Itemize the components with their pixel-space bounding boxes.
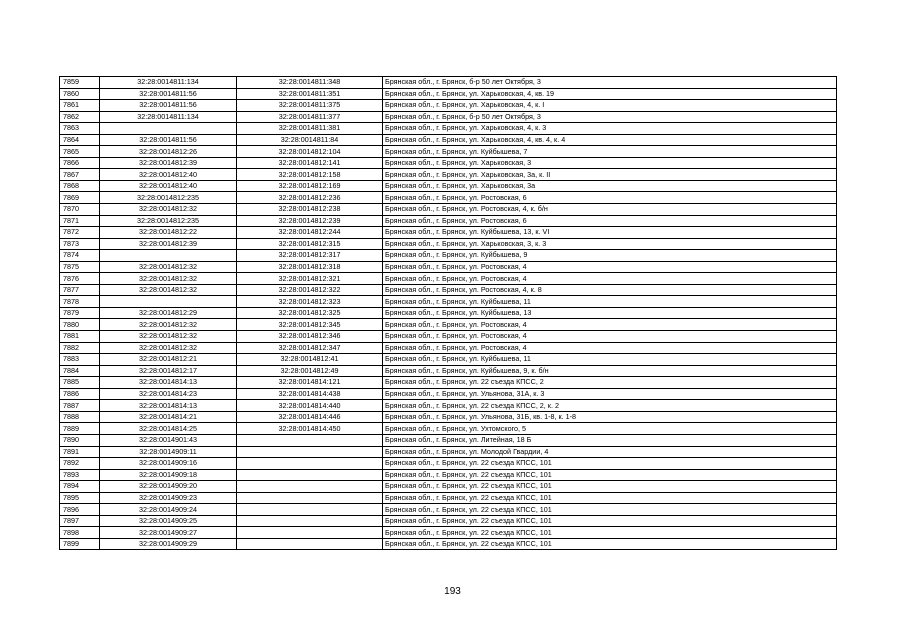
row-number-cell: 7893 xyxy=(60,469,100,481)
address-cell: Брянская обл., г. Брянск, ул. Ульянова, 31А, к. 3 xyxy=(383,388,837,400)
parent-cadastral-number-cell: 32:28:0014909:18 xyxy=(100,469,237,481)
cadastral-number-cell: 32:28:0014814:440 xyxy=(237,400,383,412)
cadastral-number-cell: 32:28:0014812:41 xyxy=(237,354,383,366)
row-number-cell: 7886 xyxy=(60,388,100,400)
table-row xyxy=(60,100,837,112)
cadastral-number-cell: 32:28:0014812:49 xyxy=(237,365,383,377)
table-row xyxy=(60,123,837,135)
address-cell: Брянская обл., г. Брянск, ул. Куйбышева, 11 xyxy=(383,296,837,308)
address-cell: Брянская обл., г. Брянск, ул. Ростовская, 4, к. б/н xyxy=(383,204,837,216)
registry-table-body xyxy=(60,77,837,550)
table-row xyxy=(60,527,837,539)
row-number-cell: 7866 xyxy=(60,157,100,169)
row-number-cell: 7897 xyxy=(60,515,100,527)
cadastral-number-cell: 32:28:0014812:322 xyxy=(237,284,383,296)
row-number-cell: 7874 xyxy=(60,250,100,262)
table-row xyxy=(60,538,837,550)
parent-cadastral-number-cell: 32:28:0014812:39 xyxy=(100,157,237,169)
parent-cadastral-number-cell: 32:28:0014811:56 xyxy=(100,88,237,100)
row-number-cell: 7888 xyxy=(60,411,100,423)
table-row xyxy=(60,169,837,181)
table-row xyxy=(60,261,837,273)
table-row xyxy=(60,400,837,412)
cadastral-number-cell: 32:28:0014812:239 xyxy=(237,215,383,227)
table-row xyxy=(60,215,837,227)
cadastral-number-cell: 32:28:0014812:323 xyxy=(237,296,383,308)
table-row xyxy=(60,469,837,481)
cadastral-number-cell: 32:28:0014812:244 xyxy=(237,227,383,239)
parent-cadastral-number-cell xyxy=(100,250,237,262)
address-cell: Брянская обл., г. Брянск, ул. Харьковская, 3а, к. II xyxy=(383,169,837,181)
parent-cadastral-number-cell: 32:28:0014812:235 xyxy=(100,192,237,204)
table-row xyxy=(60,365,837,377)
cadastral-number-cell: 32:28:0014812:236 xyxy=(237,192,383,204)
parent-cadastral-number-cell: 32:28:0014812:26 xyxy=(100,146,237,158)
table-row xyxy=(60,227,837,239)
table-row xyxy=(60,307,837,319)
cadastral-number-cell: 32:28:0014811:351 xyxy=(237,88,383,100)
address-cell: Брянская обл., г. Брянск, ул. Харьковская, 4, к. 3 xyxy=(383,123,837,135)
table-row xyxy=(60,111,837,123)
table-row xyxy=(60,481,837,493)
address-cell: Брянская обл., г. Брянск, ул. Ростовская, 4 xyxy=(383,261,837,273)
row-number-cell: 7876 xyxy=(60,273,100,285)
address-cell: Брянская обл., г. Брянск, ул. Ростовская, 4, к. 8 xyxy=(383,284,837,296)
table-row xyxy=(60,354,837,366)
row-number-cell: 7899 xyxy=(60,538,100,550)
cadastral-number-cell: 32:28:0014811:381 xyxy=(237,123,383,135)
cadastral-number-cell: 32:28:0014814:450 xyxy=(237,423,383,435)
parent-cadastral-number-cell: 32:28:0014909:11 xyxy=(100,446,237,458)
address-cell: Брянская обл., г. Брянск, ул. Куйбышева, 9 xyxy=(383,250,837,262)
cadastral-number-cell: 32:28:0014814:438 xyxy=(237,388,383,400)
address-cell: Брянская обл., г. Брянск, ул. 22 съезда КПСС, 101 xyxy=(383,527,837,539)
parent-cadastral-number-cell: 32:28:0014811:56 xyxy=(100,134,237,146)
table-row xyxy=(60,180,837,192)
parent-cadastral-number-cell: 32:28:0014901:43 xyxy=(100,434,237,446)
table-row xyxy=(60,434,837,446)
row-number-cell: 7884 xyxy=(60,365,100,377)
parent-cadastral-number-cell: 32:28:0014811:134 xyxy=(100,77,237,89)
row-number-cell: 7875 xyxy=(60,261,100,273)
row-number-cell: 7891 xyxy=(60,446,100,458)
table-row xyxy=(60,146,837,158)
parent-cadastral-number-cell: 32:28:0014812:32 xyxy=(100,284,237,296)
table-row xyxy=(60,331,837,343)
row-number-cell: 7885 xyxy=(60,377,100,389)
table-row xyxy=(60,504,837,516)
row-number-cell: 7865 xyxy=(60,146,100,158)
parent-cadastral-number-cell: 32:28:0014909:16 xyxy=(100,458,237,470)
parent-cadastral-number-cell: 32:28:0014909:23 xyxy=(100,492,237,504)
row-number-cell: 7879 xyxy=(60,307,100,319)
parent-cadastral-number-cell xyxy=(100,123,237,135)
row-number-cell: 7895 xyxy=(60,492,100,504)
parent-cadastral-number-cell: 32:28:0014814:23 xyxy=(100,388,237,400)
cadastral-number-cell: 32:28:0014812:315 xyxy=(237,238,383,250)
parent-cadastral-number-cell: 32:28:0014812:32 xyxy=(100,261,237,273)
row-number-cell: 7877 xyxy=(60,284,100,296)
row-number-cell: 7863 xyxy=(60,123,100,135)
table-row xyxy=(60,423,837,435)
row-number-cell: 7868 xyxy=(60,180,100,192)
row-number-cell: 7889 xyxy=(60,423,100,435)
table-row xyxy=(60,134,837,146)
parent-cadastral-number-cell: 32:28:0014812:40 xyxy=(100,180,237,192)
cadastral-number-cell: 32:28:0014812:347 xyxy=(237,342,383,354)
cadastral-number-cell: 32:28:0014812:169 xyxy=(237,180,383,192)
address-cell: Брянская обл., г. Брянск, ул. Куйбышева, 9, к. б/н xyxy=(383,365,837,377)
row-number-cell: 7892 xyxy=(60,458,100,470)
row-number-cell: 7873 xyxy=(60,238,100,250)
cadastral-number-cell: 32:28:0014812:318 xyxy=(237,261,383,273)
address-cell: Брянская обл., г. Брянск, ул. Куйбышева, 7 xyxy=(383,146,837,158)
cadastral-number-cell: 32:28:0014812:141 xyxy=(237,157,383,169)
row-number-cell: 7867 xyxy=(60,169,100,181)
row-number-cell: 7882 xyxy=(60,342,100,354)
address-cell: Брянская обл., г. Брянск, ул. Харьковская, 3а xyxy=(383,180,837,192)
cadastral-number-cell: 32:28:0014812:158 xyxy=(237,169,383,181)
address-cell: Брянская обл., г. Брянск, ул. 22 съезда КПСС, 101 xyxy=(383,458,837,470)
table-row xyxy=(60,77,837,89)
address-cell: Брянская обл., г. Брянск, ул. Харьковская, 3 xyxy=(383,157,837,169)
address-cell: Брянская обл., г. Брянск, ул. 22 съезда КПСС, 101 xyxy=(383,504,837,516)
page-number: 193 xyxy=(444,586,461,597)
parent-cadastral-number-cell: 32:28:0014812:17 xyxy=(100,365,237,377)
cadastral-number-cell xyxy=(237,527,383,539)
address-cell: Брянская обл., г. Брянск, ул. Харьковская, 4, кв. 19 xyxy=(383,88,837,100)
address-cell: Брянская обл., г. Брянск, ул. 22 съезда КПСС, 101 xyxy=(383,481,837,493)
parent-cadastral-number-cell: 32:28:0014909:24 xyxy=(100,504,237,516)
address-cell: Брянская обл., г. Брянск, ул. Ростовская, 6 xyxy=(383,215,837,227)
cadastral-number-cell: 32:28:0014811:84 xyxy=(237,134,383,146)
row-number-cell: 7860 xyxy=(60,88,100,100)
row-number-cell: 7894 xyxy=(60,481,100,493)
parent-cadastral-number-cell: 32:28:0014814:13 xyxy=(100,377,237,389)
row-number-cell: 7864 xyxy=(60,134,100,146)
cadastral-number-cell xyxy=(237,446,383,458)
parent-cadastral-number-cell: 32:28:0014812:32 xyxy=(100,331,237,343)
parent-cadastral-number-cell: 32:28:0014812:29 xyxy=(100,307,237,319)
row-number-cell: 7871 xyxy=(60,215,100,227)
table-row xyxy=(60,492,837,504)
address-cell: Брянская обл., г. Брянск, ул. Ростовская, 4 xyxy=(383,319,837,331)
address-cell: Брянская обл., г. Брянск, ул. Ростовская, 4 xyxy=(383,331,837,343)
table-row xyxy=(60,284,837,296)
address-cell: Брянская обл., г. Брянск, ул. 22 съезда КПСС, 101 xyxy=(383,492,837,504)
row-number-cell: 7896 xyxy=(60,504,100,516)
address-cell: Брянская обл., г. Брянск, ул. 22 съезда КПСС, 2 xyxy=(383,377,837,389)
row-number-cell: 7861 xyxy=(60,100,100,112)
row-number-cell: 7898 xyxy=(60,527,100,539)
row-number-cell: 7887 xyxy=(60,400,100,412)
cadastral-number-cell: 32:28:0014812:104 xyxy=(237,146,383,158)
cadastral-number-cell: 32:28:0014812:346 xyxy=(237,331,383,343)
row-number-cell: 7880 xyxy=(60,319,100,331)
parent-cadastral-number-cell: 32:28:0014814:25 xyxy=(100,423,237,435)
table-row xyxy=(60,157,837,169)
row-number-cell: 7869 xyxy=(60,192,100,204)
address-cell: Брянская обл., г. Брянск, ул. Ростовская, 4 xyxy=(383,273,837,285)
cadastral-number-cell xyxy=(237,504,383,516)
cadastral-number-cell: 32:28:0014812:238 xyxy=(237,204,383,216)
address-cell: Брянская обл., г. Брянск, ул. Куйбышева, 13, к. VI xyxy=(383,227,837,239)
parent-cadastral-number-cell: 32:28:0014909:25 xyxy=(100,515,237,527)
address-cell: Брянская обл., г. Брянск, ул. 22 съезда КПСС, 101 xyxy=(383,469,837,481)
table-row xyxy=(60,296,837,308)
parent-cadastral-number-cell: 32:28:0014812:32 xyxy=(100,273,237,285)
table-row xyxy=(60,458,837,470)
parent-cadastral-number-cell: 32:28:0014812:22 xyxy=(100,227,237,239)
table-row xyxy=(60,446,837,458)
table-row xyxy=(60,273,837,285)
parent-cadastral-number-cell: 32:28:0014812:40 xyxy=(100,169,237,181)
parent-cadastral-number-cell: 32:28:0014811:134 xyxy=(100,111,237,123)
address-cell: Брянская обл., г. Брянск, б-р 50 лет Октября, 3 xyxy=(383,111,837,123)
parent-cadastral-number-cell: 32:28:0014909:29 xyxy=(100,538,237,550)
parent-cadastral-number-cell: 32:28:0014909:27 xyxy=(100,527,237,539)
table-row xyxy=(60,411,837,423)
parent-cadastral-number-cell: 32:28:0014812:21 xyxy=(100,354,237,366)
row-number-cell: 7890 xyxy=(60,434,100,446)
parent-cadastral-number-cell: 32:28:0014812:39 xyxy=(100,238,237,250)
cadastral-number-cell: 32:28:0014812:325 xyxy=(237,307,383,319)
row-number-cell: 7881 xyxy=(60,331,100,343)
parent-cadastral-number-cell: 32:28:0014814:13 xyxy=(100,400,237,412)
address-cell: Брянская обл., г. Брянск, ул. Ухтомского, 5 xyxy=(383,423,837,435)
parent-cadastral-number-cell: 32:28:0014812:32 xyxy=(100,319,237,331)
parent-cadastral-number-cell: 32:28:0014812:32 xyxy=(100,204,237,216)
parent-cadastral-number-cell: 32:28:0014812:32 xyxy=(100,342,237,354)
row-number-cell: 7883 xyxy=(60,354,100,366)
address-cell: Брянская обл., г. Брянск, ул. Куйбышева, 13 xyxy=(383,307,837,319)
address-cell: Брянская обл., г. Брянск, б-р 50 лет Октября, 3 xyxy=(383,77,837,89)
parent-cadastral-number-cell: 32:28:0014812:235 xyxy=(100,215,237,227)
cadastral-number-cell xyxy=(237,538,383,550)
table-row xyxy=(60,319,837,331)
table-row xyxy=(60,515,837,527)
address-cell: Брянская обл., г. Брянск, ул. Ростовская, 4 xyxy=(383,342,837,354)
address-cell: Брянская обл., г. Брянск, ул. 22 съезда КПСС, 2, к. 2 xyxy=(383,400,837,412)
table-row xyxy=(60,377,837,389)
table-row xyxy=(60,88,837,100)
row-number-cell: 7872 xyxy=(60,227,100,239)
address-cell: Брянская обл., г. Брянск, ул. Ульянова, 31Б, кв. 1-8, к. 1-8 xyxy=(383,411,837,423)
cadastral-number-cell xyxy=(237,515,383,527)
address-cell: Брянская обл., г. Брянск, ул. Куйбышева, 11 xyxy=(383,354,837,366)
address-cell: Брянская обл., г. Брянск, ул. Харьковская, 3, к. 3 xyxy=(383,238,837,250)
cadastral-number-cell xyxy=(237,481,383,493)
cadastral-number-cell: 32:28:0014811:377 xyxy=(237,111,383,123)
address-cell: Брянская обл., г. Брянск, ул. Харьковская, 4, кв. 4, к. 4 xyxy=(383,134,837,146)
cadastral-number-cell xyxy=(237,458,383,470)
cadastral-number-cell xyxy=(237,492,383,504)
address-cell: Брянская обл., г. Брянск, ул. Молодой Гвардии, 4 xyxy=(383,446,837,458)
cadastral-number-cell: 32:28:0014814:446 xyxy=(237,411,383,423)
row-number-cell: 7870 xyxy=(60,204,100,216)
table-row xyxy=(60,342,837,354)
table-row xyxy=(60,192,837,204)
parent-cadastral-number-cell xyxy=(100,296,237,308)
cadastral-number-cell xyxy=(237,434,383,446)
cadastral-number-cell: 32:28:0014812:345 xyxy=(237,319,383,331)
table-row xyxy=(60,250,837,262)
table-row xyxy=(60,204,837,216)
cadastral-number-cell: 32:28:0014811:348 xyxy=(237,77,383,89)
address-cell: Брянская обл., г. Брянск, ул. Ростовская, 6 xyxy=(383,192,837,204)
registry-table xyxy=(59,76,837,550)
cadastral-number-cell: 32:28:0014812:317 xyxy=(237,250,383,262)
address-cell: Брянская обл., г. Брянск, ул. Харьковская, 4, к. I xyxy=(383,100,837,112)
table-row xyxy=(60,388,837,400)
parent-cadastral-number-cell: 32:28:0014814:21 xyxy=(100,411,237,423)
cadastral-number-cell: 32:28:0014814:121 xyxy=(237,377,383,389)
row-number-cell: 7878 xyxy=(60,296,100,308)
row-number-cell: 7859 xyxy=(60,77,100,89)
parent-cadastral-number-cell: 32:28:0014811:56 xyxy=(100,100,237,112)
row-number-cell: 7862 xyxy=(60,111,100,123)
address-cell: Брянская обл., г. Брянск, ул. 22 съезда КПСС, 101 xyxy=(383,515,837,527)
address-cell: Брянская обл., г. Брянск, ул. 22 съезда КПСС, 101 xyxy=(383,538,837,550)
parent-cadastral-number-cell: 32:28:0014909:20 xyxy=(100,481,237,493)
cadastral-number-cell: 32:28:0014812:321 xyxy=(237,273,383,285)
cadastral-number-cell xyxy=(237,469,383,481)
cadastral-number-cell: 32:28:0014811:375 xyxy=(237,100,383,112)
address-cell: Брянская обл., г. Брянск, ул. Литейная, 18 Б xyxy=(383,434,837,446)
table-row xyxy=(60,238,837,250)
